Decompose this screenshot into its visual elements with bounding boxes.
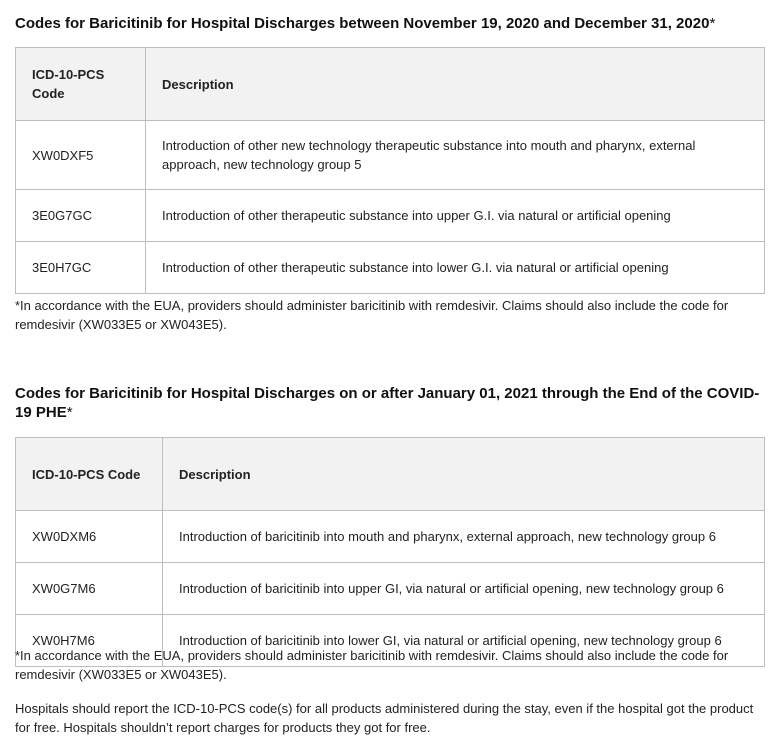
description-cell: Introduction of other therapeutic substance into lower G.I. via natural or artificial opening	[146, 242, 765, 294]
table-row	[16, 190, 765, 242]
code-cell: 3E0H7GC	[16, 242, 146, 294]
code-cell: XW0H7M6	[16, 615, 163, 667]
table-row	[16, 242, 765, 294]
code-cell: XW0G7M6	[16, 563, 163, 615]
col-header-code: ICD-10-PCS Code	[16, 438, 163, 511]
section2-codes-table	[15, 437, 765, 667]
description-cell: Introduction of baricitinib into upper GI, via natural or artificial opening, new technology group 6	[163, 563, 765, 615]
description-cell: Introduction of baricitinib into lower GI, via natural or artificial opening, new technology group 6	[163, 615, 765, 667]
col-header-description: Description	[146, 48, 765, 121]
description-cell: Introduction of other new technology therapeutic substance into mouth and pharynx, external approach, new technology group 5	[146, 121, 765, 190]
table-header-row	[16, 438, 765, 511]
section2-title: Codes for Baricitinib for Hospital Discharges on or after January 01, 2021 through the End of the COVID-19 PHE	[15, 385, 760, 421]
section1-title-star: *	[709, 15, 716, 32]
table-row	[16, 511, 765, 563]
description-cell: Introduction of other therapeutic substance into upper G.I. via natural or artificial opening	[146, 190, 765, 242]
section1-codes-table	[15, 47, 765, 294]
description-cell: Introduction of baricitinib into mouth and pharynx, external approach, new technology group 6	[163, 511, 765, 563]
table-header-row	[16, 48, 765, 121]
table-row	[16, 121, 765, 190]
section1-heading	[15, 14, 715, 33]
table-row	[16, 563, 765, 615]
code-cell: 3E0G7GC	[16, 190, 146, 242]
code-cell: XW0DXF5	[16, 121, 146, 190]
code-cell: XW0DXM6	[16, 511, 163, 563]
hospital-reporting-note: Hospitals should report the ICD-10-PCS code(s) for all products administered during the stay, even if the hospital got the product for free. Hospitals shouldn’t report charges for products they got for free.	[15, 701, 754, 735]
section1-footnote: *In accordance with the EUA, providers should administer baricitinib with remdesivir. Claims should also include the code for remdesivir (XW033E5 or XW043E5).	[15, 298, 729, 332]
section1-title: Codes for Baricitinib for Hospital Discharges between November 19, 2020 and December 31, 2020	[15, 15, 710, 32]
col-header-description: Description	[163, 438, 765, 511]
section2-title-star: *	[66, 404, 73, 421]
col-header-code: ICD-10-PCS Code	[16, 48, 146, 121]
section2-footnote: *In accordance with the EUA, providers should administer baricitinib with remdesivir. Claims should also include the code for remdesivir (XW033E5 or XW043E5).	[15, 648, 729, 682]
section2-heading	[15, 384, 763, 422]
